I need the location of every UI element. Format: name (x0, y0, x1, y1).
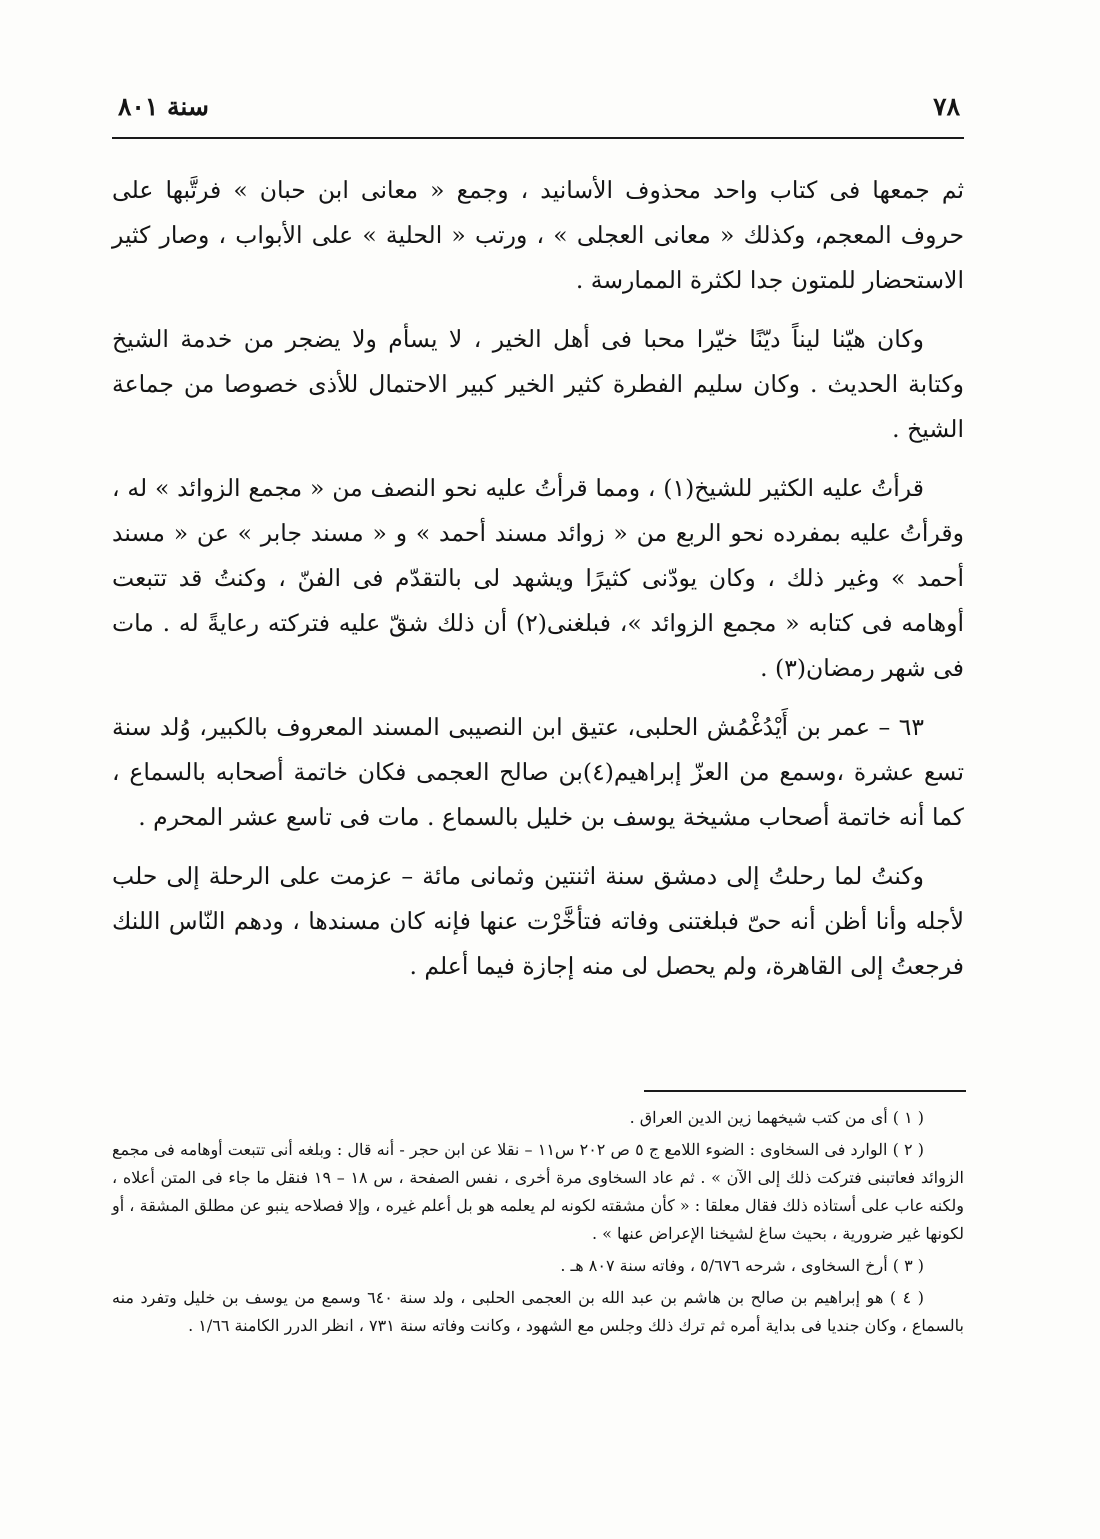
footnote: ( ٣ ) أرخ السخاوى ، شرحه ٥/٦٧٦ ، وفاته سنة ٨٠٧ هـ . (560, 1256, 924, 1275)
footnote: ( ١ ) أى من كتب شيخهما زين الدين العراق . (629, 1108, 924, 1127)
main-text (112, 168, 964, 1003)
footnote-divider (644, 1090, 966, 1092)
paragraph: ثم جمعها فى كتاب واحد محذوف الأسانيد ، وجمع « معانى ابن حبان » فرتَّبها على حروف المعجم، وكذلك « معانى العجلى » ، ورتب « الحلية » على الأبواب ، وصار كثير الاستحضار للمتون جدا لكثرة الممارسة . (112, 176, 964, 294)
footnotes (112, 1104, 964, 1344)
page-number: ٧٨ (933, 92, 960, 121)
paragraph: ٦٣ – عمر بن أَيْدُغْمُش الحلبى، عتيق ابن النصيبى المسند المعروف بالكبير، وُلد سنة تسع عشرة ،وسمع من العزّ إبراهيم(٤)بن صالح العجمى فكان خاتمة أصحابه بالسماع ، كما أنه خاتمة أصحاب مشيخة يوسف بن خليل بالسماع . مات فى تاسع عشر المحرم . (112, 713, 964, 831)
header-divider (112, 137, 964, 139)
paragraph: وكنتُ لما رحلتُ إلى دمشق سنة اثنتين وثمانى مائة – عزمت على الرحلة إلى حلب لأجله وأنا أظن أنه حىّ فبلغتنى وفاته فتأخَّرْت عنها فإنه كان مسندها ، ودهم النّاس اللنك فرجعتُ إلى القاهرة، ولم يحصل لى منه إجازة فيما أعلم . (112, 862, 964, 980)
paragraph: قرأتُ عليه الكثير للشيخ(١) ، ومما قرأتُ عليه نحو النصف من « مجمع الزوائد » له ، وقرأتُ عليه بمفرده نحو الربع من « زوائد مسند أحمد » و « مسند جابر » عن « مسند أحمد » وغير ذلك ، وكان يودّنى كثيرًا ويشهد لى بالتقدّم فى الفنّ ، وكنتُ قد تتبعت أوهامه فى كتابه « مجمع الزوائد »، فبلغنى(٢) أن ذلك شقّ عليه فتركته رعايةً له . مات فى شهر رمضان(٣) . (112, 474, 964, 682)
paragraph: وكان هيّنا ليناً ديّنًا خيّرا محبا فى أهل الخير ، لا يسأم ولا يضجر من خدمة الشيخ وكتابة الحديث . وكان سليم الفطرة كثير الخير كبير الاحتمال للأذى خصوصا من جماعة الشيخ . (112, 325, 964, 443)
footnote: ( ٢ ) الوارد فى السخاوى : الضوء اللامع ج ٥ ص ٢٠٢ س١١ – نقلا عن ابن حجر - أنه قال : وبلغه أنى تتبعت أوهامه فى مجمع الزوائد فعاتبنى فتركت ذلك إلى الآن » . ثم عاد السخاوى مرة أخرى ، نفس الصفحة ، س ١٨ – ١٩ فنقل ما جاء فى المتن أعلاه ، ولكنه عاب على أستاذه ذلك فقال معلقا : « كأن مشقته لكونه لم يعلمه هو بل أعلم غيره ، وإلا فصلاحه ينبو عن مطلق المشقة ، أو لكونها غير ضرورية ، بحيث ساغ لشيخنا الإعراض عنها » . (112, 1140, 965, 1243)
footnote: ( ٤ ) هو إبراهيم بن صالح بن هاشم بن عبد الله بن العجمى الحلبى ، ولد سنة ٦٤٠ وسمع من يوسف بن خليل وتفرد منه بالسماع ، وكان جنديا فى بداية أمره ثم ترك ذلك وجلس مع الشهود ، وكانت وفاته سنة ٧٣١ ، انظر الدرر الكامنة ١/٦٦ . (112, 1288, 964, 1335)
running-title: سنة ٨٠١ (118, 92, 209, 121)
page-header (118, 92, 960, 126)
